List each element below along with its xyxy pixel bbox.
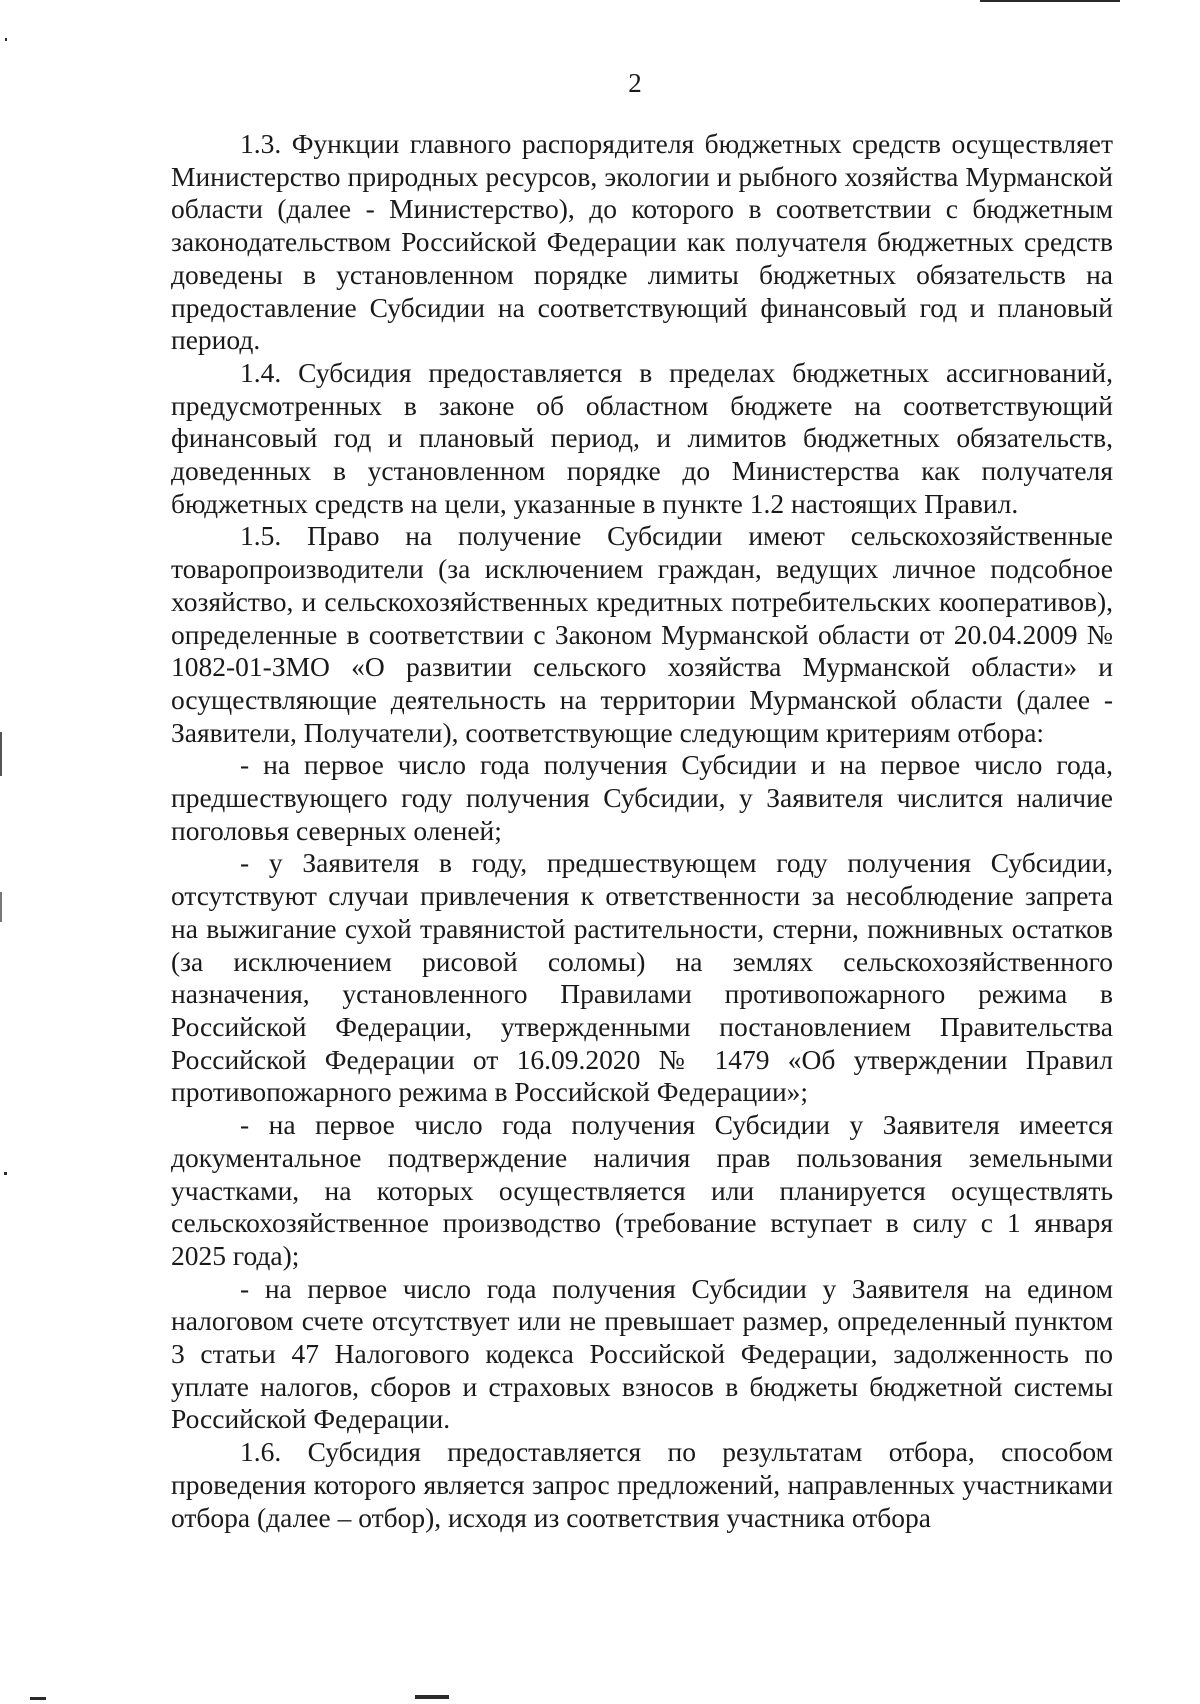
paragraph-1-3: 1.3. Функции главного распорядителя бюджетных средств осуществляет Министерство природных ресурсов, экологии и рыбного хозяйства Мурманской области (далее - Министерство), до которого в соответствии с бюджетным законодательством Российской Федерации как получателя бюджетных средств доведены в установленном порядке лимиты бюджетных обязательств на предоставление Субсидии на соответствующий финансовый год и плановый период.: [171, 128, 1113, 356]
criterion-tax-debt: - на первое число года получения Субсидии у Заявителя на едином налоговом счете отсутствует или не превышает размер, определенный пунктом 3 статьи 47 Налогового кодекса Российской Федерации, задолженность по уплате налогов, сборов и страховых взносов в бюджеты бюджетной системы Российской Федерации.: [171, 1272, 1113, 1435]
page-number: 2: [628, 68, 642, 98]
scan-artifact: [980, 0, 1120, 2]
document-body: [171, 128, 1113, 1534]
paragraph-1-6: 1.6. Субсидия предоставляется по результатам отбора, способом проведения которого является запрос предложений, направленных участниками отбора (далее – отбор), исходя из соответствия участника отбора: [171, 1436, 1113, 1533]
scan-artifact: [0, 892, 2, 922]
scan-artifact: [30, 1697, 46, 1700]
paragraph-1-5: 1.5. Право на получение Субсидии имеют сельскохозяйственные товаропроизводители (за исключением граждан, ведущих личное подсобное хозяйство, и сельскохозяйственных кредитных потребительских кооперативов), определенные в соответствии с Законом Мурманской области от 20.04.2009 № 1082-01-ЗМО «О развитии сельского хозяйства Мурманской области» и осуществляющие деятельность на территории Мурманской области (далее - Заявители, Получатели), соответствующие следующим критериям отбора:: [171, 520, 1113, 748]
scan-artifact: [5, 38, 7, 41]
criterion-land-rights: - на первое число года получения Субсидии у Заявителя имеется документальное подтверждение наличия прав пользования земельными участками, на которых осуществляется или планируется осуществлять сельскохозяйственное производство (требование вступает в силу с 1 января 2025 года);: [171, 1109, 1113, 1271]
scan-artifact: [415, 1695, 449, 1699]
scan-artifact: [0, 732, 2, 776]
paragraph-1-4: 1.4. Субсидия предоставляется в пределах бюджетных ассигнований, предусмотренных в законе об областном бюджете на соответствующий финансовый год и плановый период, и лимитов бюджетных обязательств, доведенных в установленном порядке до Министерства как получателя бюджетных средств на цели, указанные в пункте 1.2 настоящих Правил.: [171, 356, 1113, 519]
criterion-fire-safety: - у Заявителя в году, предшествующем году получения Субсидии, отсутствуют случаи привлечения к ответственности за несоблюдение запрета на выжигание сухой травянистой растительности, стерни, пожнивных остатков (за исключением рисовой соломы) на землях сельскохозяйственного назначения, установленного Правилами противопожарного режима в Российской Федерации, утвержденными постановлением Правительства Российской Федерации от 16.09.2020 № 1479 «Об утверждении Правил противопожарного режима в Российской Федерации»;: [171, 847, 1113, 1108]
criterion-reindeer-livestock: - на первое число года получения Субсидии и на первое число года, предшествующего году получения Субсидии, у Заявителя числится наличие поголовья северных оленей;: [171, 749, 1113, 846]
scan-artifact: [4, 1172, 7, 1175]
